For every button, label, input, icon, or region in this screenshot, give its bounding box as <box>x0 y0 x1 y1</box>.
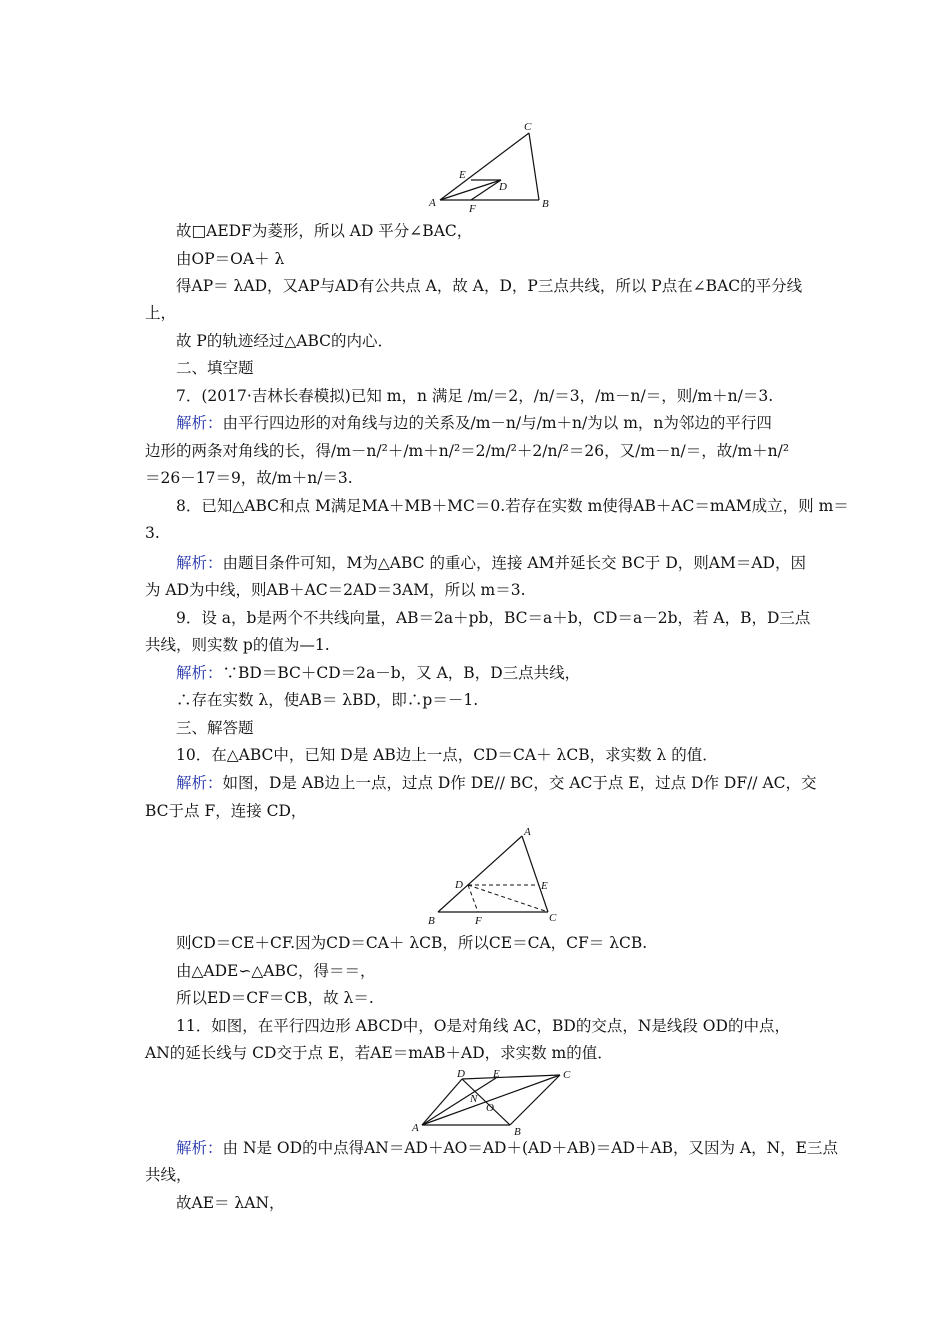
solution-8-text: 由题目条件可知，M为△ABC 的重心，连接 AM并延长交 BC于 D，则AM＝AD，因 <box>222 554 806 572</box>
solution-label: 解析： <box>176 664 223 682</box>
question-8-line-2: 3. <box>145 524 160 542</box>
solution-7-text: 由平行四边形的对角线与边的关系及/m－n/与/m＋n/为以 m，n为邻边的平行四 <box>222 414 772 432</box>
solution-7-line-3: ＝26－17＝9，故/m＋n/＝3. <box>145 469 353 487</box>
fig1-label-a: A <box>429 197 436 209</box>
question-9-line-2: 共线，则实数 p的值为—1. <box>145 636 330 654</box>
solution-11-line-3: 故AE＝ λAN， <box>176 1194 285 1212</box>
question-10: 10．在△ABC中，已知 D是 AB边上一点，CD＝CA＋ λCB，求实数 λ 的值． <box>176 746 718 764</box>
fig2-label-d: D <box>455 879 463 891</box>
question-11-line-2: AN的延长线与 CD交于点 E，若AE＝mAB＋AD，求实数 m的值． <box>145 1044 613 1062</box>
solution-label: 解析： <box>176 554 223 572</box>
solution-10-line-3: 则CD＝CE＋CF.因为CD＝CA＋ λCB，所以CE＝CA，CF＝ λCB. <box>176 934 648 952</box>
text-line-3: 得AP＝ λAD，又AP与AD有公共点 A，故 A，D，P三点共线，所以 P点在∠BAC的平分线 <box>176 277 803 295</box>
fig2-label-e: E <box>541 880 548 892</box>
fig3-label-e: E <box>493 1069 500 1080</box>
fig1-label-f: F <box>469 203 476 212</box>
fig2-label-b: B <box>428 915 435 927</box>
solution-9-line-1 <box>176 663 580 683</box>
solution-7-line-1 <box>176 413 772 433</box>
text-line-4: 上， <box>145 304 177 322</box>
solution-10-line-5: 所以ED＝CF＝CB，故 λ＝. <box>176 989 374 1007</box>
solution-label: 解析： <box>176 1139 223 1157</box>
text-line-2: 由OP＝OA＋ λ <box>176 250 285 268</box>
fig2-label-c: C <box>549 912 557 924</box>
solution-11-line-2: 共线， <box>145 1166 192 1184</box>
fig3-label-o: O <box>486 1102 494 1114</box>
solution-11-text: 由 N是 OD的中点得AN＝AD＋AO＝AD＋(AD＋AB)＝AD＋AB，又因为 A，N，E三点 <box>222 1139 838 1157</box>
question-8-line-1: 8．已知△ABC和点 M满足MA＋MB＋MC＝0.若存在实数 m使得AB＋AC＝mAM成立，则 m＝ <box>176 497 849 515</box>
solution-10-line-4: 由△ADE∽△ABC，得＝＝， <box>176 962 376 980</box>
figure-parallelogram <box>410 1069 580 1135</box>
fig1-label-c: C <box>524 121 532 133</box>
solution-8-line-1 <box>176 553 806 573</box>
fig2-label-f: F <box>475 915 482 927</box>
fig1-label-b: B <box>542 198 549 210</box>
solution-10-text: 如图，D是 AB边上一点，过点 D作 DE// BC，交 AC于点 E，过点 D作 DF// AC，交 <box>222 774 817 792</box>
question-7: 7．(2017·吉林长春模拟)已知 m，n 满足 /m/＝2，/n/＝3，/m－n/＝，则/m＋n/＝3. <box>176 387 774 405</box>
text-line-1: 故□AEDF为菱形，所以 AD 平分∠BAC， <box>176 222 473 240</box>
fig3-label-c: C <box>563 1069 571 1081</box>
solution-label: 解析： <box>176 414 223 432</box>
figure-triangle-rhombus <box>425 120 560 212</box>
solution-9-text: ∵BD＝BC＋CD＝2a－b，又 A，B，D三点共线， <box>222 664 581 682</box>
solution-7-line-2: 边形的两条对角线的长，得/m－n/²＋/m＋n/²＝2/m/²＋2/n/²＝26，又/m－n/＝，故/m＋n/² <box>145 442 790 460</box>
figure-triangle-parallel-lines <box>424 826 564 928</box>
fig2-label-a: A <box>524 826 531 838</box>
fig3-label-n: N <box>470 1093 478 1105</box>
solution-10-line-2: BC于点 F，连接 CD， <box>145 802 307 820</box>
solution-11-line-1 <box>176 1138 838 1158</box>
fig1-label-e: E <box>459 169 466 181</box>
solution-label: 解析： <box>176 774 223 792</box>
section-fill-blank: 二、填空题 <box>176 359 254 377</box>
question-11-line-1: 11．如图，在平行四边形 ABCD中，O是对角线 AC，BD的交点，N是线段 OD的中点， <box>176 1017 790 1035</box>
fig1-label-d: D <box>499 181 507 193</box>
fig3-label-a: A <box>412 1122 419 1134</box>
solution-9-line-2: ∴存在实数 λ，使AB＝ λBD，即∴p＝－1. <box>176 691 479 709</box>
question-9-line-1: 9．设 a，b是两个不共线向量，AB＝2a＋pb，BC＝a＋b，CD＝a－2b，若 A，B，D三点 <box>176 609 811 627</box>
fig3-label-b: B <box>514 1126 521 1135</box>
fig3-label-d: D <box>457 1069 465 1080</box>
section-answer: 三、解答题 <box>176 719 254 737</box>
solution-8-line-2: 为 AD为中线，则AB＋AC＝2AD＝3AM，所以 m＝3. <box>145 581 526 599</box>
text-line-5: 故 P的轨迹经过△ABC的内心． <box>176 332 394 350</box>
solution-10-line-1 <box>176 773 817 793</box>
